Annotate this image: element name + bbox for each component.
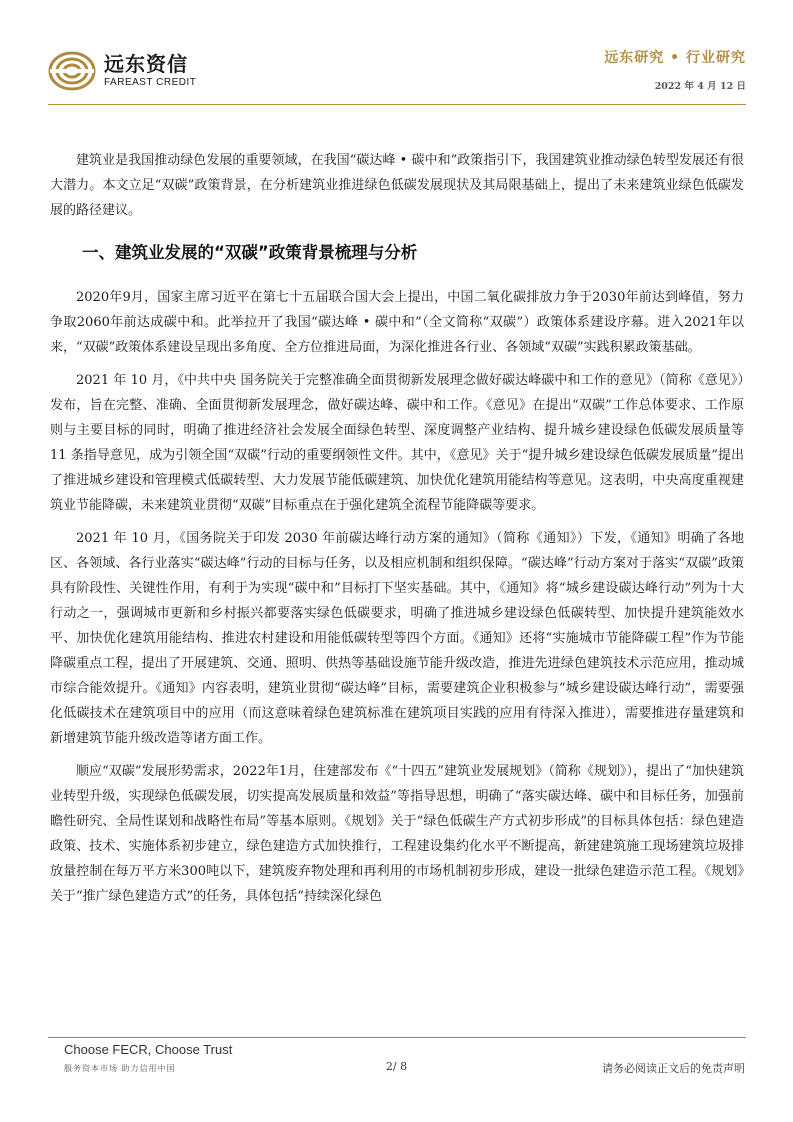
footer-slogan: Choose FECR, Choose Trust	[64, 1042, 233, 1057]
footer-divider	[48, 1037, 746, 1038]
page-header	[0, 0, 793, 110]
body-paragraph-1: 2020年9月，国家主席习近平在第七十五届联合国大会上提出，中国二氧化碳排放力争于2030年前达到峰值，努力争取2060年前达成碳中和。此举拉开了我国“碳达峰 • 碳中和”（全文简称“双碳”）政策体系建设序幕。进入2021年以来，“双碳”政策体系建设呈现出多角度、全方位推进局面，为深化推进各行业、各领域“双碳”实践积累政策基础。	[50, 290, 744, 355]
company-logo	[48, 50, 196, 92]
disclaimer-notice: 请务必阅读正文后的免责声明	[602, 1062, 745, 1075]
body-paragraph-4: 顺应“双碳”发展形势需求，2022年1月，住建部发布《“十四五”建筑业发展规划》（简称《规划》），提出了“加快建筑业转型升级，实现绿色低碳发展，切实提高发展质量和效益”等指导思想，明确了“落实碳达峰、碳中和目标任务，加强前瞻性研究、全局性谋划和战略性布局”等基本原则。《规划》关于“绿色低碳生产方式初步形成”的目标具体包括：绿色建造政策、技术、实施体系初步建立，绿色建造方式加快推行，工程建设集约化水平不断提高，新建建筑施工现场建筑垃圾排放量控制在每万平方米300吨以下，建筑废弃物处理和再利用的市场机制初步形成，建设一批绿色建造示范工程。《规划》关于“推广绿色建造方式”的任务，具体包括“持续深化绿色	[50, 764, 744, 904]
footer-subslogan: 服务资本市场 助力信用中国	[64, 1064, 176, 1073]
intro-paragraph: 建筑业是我国推动绿色发展的重要领域，在我国“碳达峰 • 碳中和”政策指引下，我国建筑业推动绿色转型发展还有很大潜力。本文立足“双碳”政策背景，在分析建筑业推进绿色低碳发展现状及其局限基础上，提出了未来建筑业绿色低碳发展的路径建议。	[50, 153, 744, 218]
header-divider	[48, 104, 746, 105]
page-footer	[0, 1030, 793, 1122]
page-number: 2/ 8	[385, 1060, 408, 1073]
logo-english-name: FAREAST CREDIT	[104, 77, 197, 88]
report-category: 远东研究 • 行业研究	[604, 50, 746, 66]
logo-chinese-name: 远东资信	[104, 52, 188, 76]
fareast-credit-logo-icon	[48, 50, 96, 92]
section-heading: 一、建筑业发展的“双碳”政策背景梳理与分析	[82, 243, 418, 262]
document-body	[50, 148, 744, 917]
report-date: 2022 年 4 月 12 日	[654, 81, 746, 92]
body-paragraph-3: 2021 年 10 月，《国务院关于印发 2030 年前碳达峰行动方案的通知》（简称《通知》）下发，《通知》明确了各地区、各领域、各行业落实“碳达峰”行动的目标与任务，以及相应机制和组织保障。“碳达峰”行动方案对于落实“双碳”政策具有阶段性、关键性作用，有利于为实现“碳中和”目标打下坚实基础。其中，《通知》将“城乡建设碳达峰行动”列为十大行动之一，强调城市更新和乡村振兴都要落实绿色低碳要求，明确了推进城乡建设绿色低碳转型、加快提升建筑能效水平、加快优化建筑用能结构、推进农村建设和用能低碳转型等四个方面。《通知》还将“实施城市节能降碳工程”作为节能降碳重点工程，提出了开展建筑、交通、照明、供热等基础设施节能升级改造，推进先进绿色建筑技术示范应用，推动城市综合能效提升。《通知》内容表明，建筑业贯彻“碳达峰”目标，需要建筑企业积极参与“城乡建设碳达峰行动”，需要强化低碳技术在建筑项目中的应用（而这意味着绿色建筑标准在建筑项目实践的应用有待深入推进），需要推进存量建筑和新增建筑节能升级改造等诸方面工作。	[50, 531, 744, 746]
body-paragraph-2: 2021 年 10 月，《中共中央 国务院关于完整准确全面贯彻新发展理念做好碳达峰碳中和工作的意见》（简称《意见》）发布，旨在完整、准确、全面贯彻新发展理念，做好碳达峰、碳中和工作。《意见》在提出“双碳”工作总体要求、工作原则与主要目标的同时，明确了推进经济社会发展全面绿色转型、深度调整产业结构、提升城乡建设绿色低碳发展质量等 11 条指导意见，成为引领全国“双碳”行动的重要纲领性文件。其中，《意见》关于“提升城乡建设绿色低碳发展质量”提出了推进城乡建设和管理模式低碳转型、大力发展节能低碳建筑、加快优化建筑用能结构等意见。这表明，中央高度重视建筑业节能降碳，未来建筑业贯彻“双碳”目标重点在于强化建筑全流程节能降碳等要求。	[50, 373, 744, 513]
